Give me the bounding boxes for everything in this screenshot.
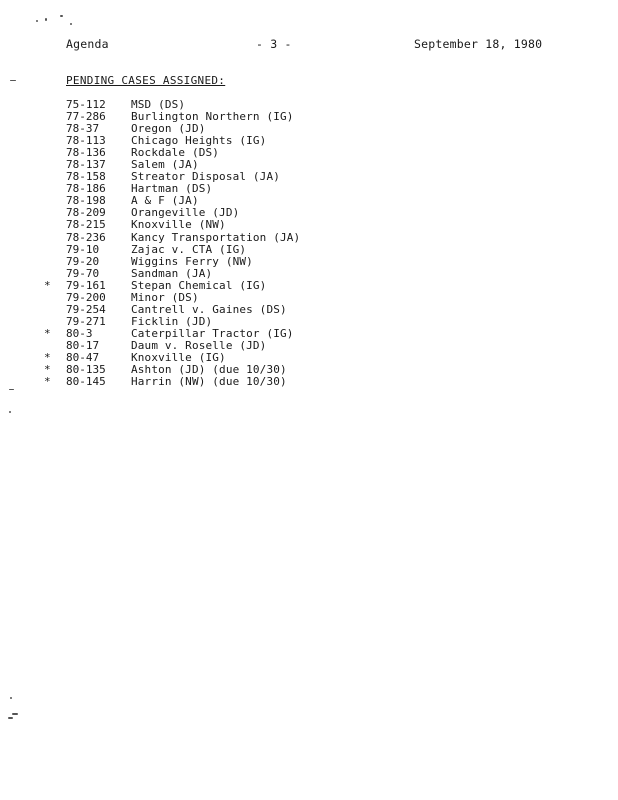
- case-number: 80-47: [66, 350, 100, 364]
- case-row: [40, 280, 300, 292]
- case-number: 75-112: [66, 98, 106, 111]
- scan-speck: [70, 23, 72, 25]
- case-name: Zajac v. CTA (IG): [131, 242, 247, 256]
- case-row: [40, 292, 300, 304]
- case-name: Streator Disposal (JA): [131, 170, 280, 184]
- case-number: 80-135: [66, 363, 106, 377]
- case-name: Rockdale (DS): [131, 146, 220, 160]
- priority-marker: *: [44, 350, 51, 364]
- scan-speck: [45, 18, 47, 21]
- case-number: 78-136: [66, 146, 106, 160]
- case-number: 79-10: [66, 242, 100, 256]
- case-name: Wiggins Ferry (NW): [131, 254, 253, 268]
- case-name: Orangeville (JD): [131, 206, 240, 220]
- case-number: 78-113: [66, 134, 106, 148]
- case-name: Cantrell v. Gaines (DS): [131, 302, 287, 316]
- scan-speck: [9, 389, 14, 390]
- case-row: [40, 268, 300, 280]
- case-name: Caterpillar Tractor (IG): [131, 326, 294, 340]
- page-number: - 3 -: [256, 37, 292, 51]
- priority-marker: *: [44, 363, 51, 377]
- case-row: [40, 376, 300, 388]
- case-name: Daum v. Roselle (JD): [131, 338, 267, 352]
- priority-marker: *: [44, 278, 51, 292]
- case-number: 78-158: [66, 170, 106, 184]
- case-number: 79-200: [66, 290, 106, 304]
- case-name: Sandman (JA): [131, 266, 213, 280]
- case-number: 78-37: [66, 122, 100, 136]
- case-row: [40, 219, 300, 231]
- case-row: [40, 232, 300, 244]
- priority-marker: *: [44, 375, 51, 389]
- case-name: Ficklin (JD): [131, 314, 213, 328]
- case-number: 79-161: [66, 278, 106, 292]
- case-name: A & F (JA): [131, 194, 199, 208]
- scan-speck: [60, 15, 63, 17]
- scan-speck: [12, 713, 18, 715]
- case-number: 79-70: [66, 266, 100, 280]
- section-heading: PENDING CASES ASSIGNED:: [66, 74, 226, 87]
- case-number: 80-145: [66, 375, 106, 389]
- case-number: 78-236: [66, 230, 106, 244]
- case-number: 80-17: [66, 338, 100, 352]
- case-name: Oregon (JD): [131, 122, 206, 136]
- case-name: Chicago Heights (IG): [131, 134, 267, 148]
- scan-speck: [10, 697, 12, 699]
- case-number: 78-215: [66, 218, 106, 232]
- case-name: Harrin (NW) (due 10/30): [131, 375, 287, 389]
- case-name: Knoxville (NW): [131, 218, 226, 232]
- case-name: Burlington Northern (IG): [131, 110, 294, 124]
- header-date: September 18, 1980: [414, 37, 543, 51]
- case-number: 79-271: [66, 314, 106, 328]
- case-name: Salem (JA): [131, 158, 199, 172]
- case-number: 80-3: [66, 326, 93, 340]
- header-title: Agenda: [66, 37, 109, 51]
- case-row: [40, 244, 300, 256]
- scan-speck: [9, 411, 11, 413]
- case-number: 78-137: [66, 158, 106, 172]
- scan-speck: [10, 80, 16, 81]
- case-number: 79-254: [66, 302, 106, 316]
- case-name: Knoxville (IG): [131, 350, 226, 364]
- case-name: Minor (DS): [131, 290, 199, 304]
- case-number: 78-198: [66, 194, 106, 208]
- scan-speck: [8, 717, 13, 719]
- case-name: Ashton (JD) (due 10/30): [131, 363, 287, 377]
- case-number: 79-20: [66, 254, 100, 268]
- case-number: 77-286: [66, 110, 106, 124]
- case-number: 78-209: [66, 206, 106, 220]
- priority-marker: *: [44, 326, 51, 340]
- case-name: MSD (DS): [131, 98, 186, 111]
- case-row: [40, 256, 300, 268]
- case-number: 78-186: [66, 182, 106, 196]
- case-list: [40, 99, 300, 388]
- case-name: Hartman (DS): [131, 182, 213, 196]
- case-name: Kancy Transportation (JA): [131, 230, 301, 244]
- scan-speck: [36, 20, 38, 22]
- case-name: Stepan Chemical (IG): [131, 278, 267, 292]
